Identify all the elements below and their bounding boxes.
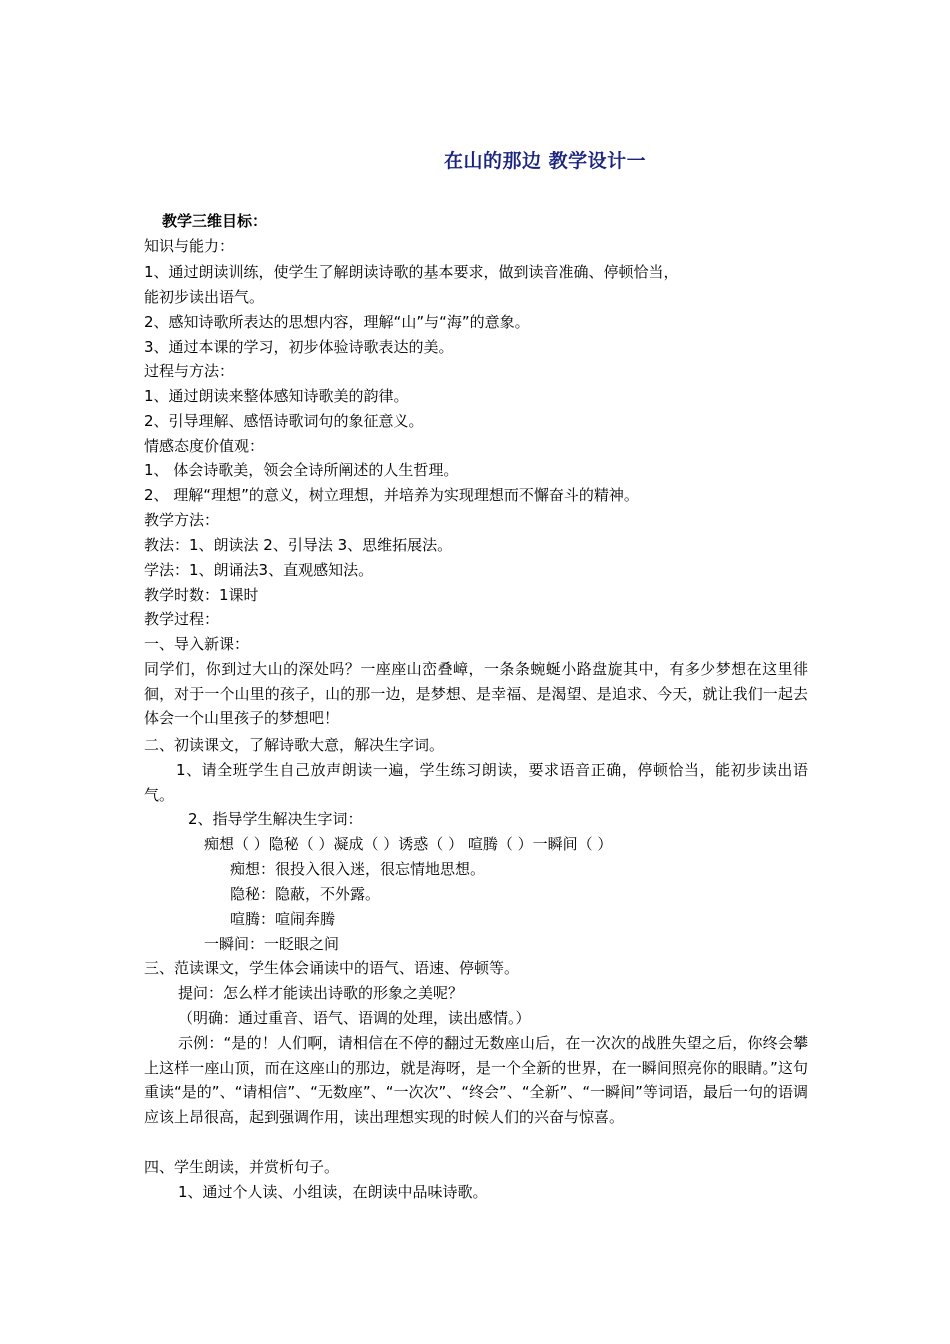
method-heading: 教学方法： bbox=[144, 511, 220, 529]
vocab-definition-3: 喧腾：喧闹奔腾 bbox=[230, 910, 336, 928]
section-2-item-1: 1、请全班学生自己放声朗读一遍，学生练习朗读，要求语音正确，停顿恰当，能初步读出语气。 bbox=[144, 761, 808, 804]
teaching-hours: 教学时数：1课时 bbox=[144, 586, 259, 604]
vocab-definition-1: 痴想：很投入很入迷，很忘情地思想。 bbox=[230, 860, 486, 878]
knowledge-item-3: 3、通过本课的学习，初步体验诗歌表达的美。 bbox=[144, 338, 454, 356]
procedure-heading: 教学过程： bbox=[144, 610, 220, 628]
section-3-example: 示例：“是的！人们啊，请相信在不停的翻过无数座山后，在一次次的战胜失望之后，你终会攀上这样一座山顶，而在这座山的那边，就是海呀，是一个全新的世界，在一瞬间照亮你的眼睛。”这句重读“是的”、“请相信”、“无数座”、“一次次”、“终会”、“全新”、“一瞬间”等词语，最后一句的语调应该上昂很高，起到强调作用，读出理想实现的时候人们的兴奋与惊喜。 bbox=[144, 1034, 808, 1126]
document-title: 在山的那边 教学设计一 bbox=[444, 150, 647, 172]
knowledge-heading: 知识与能力： bbox=[144, 237, 235, 255]
vocab-definition-4: 一瞬间：一眨眼之间 bbox=[204, 935, 340, 953]
teach-method: 教法：1、朗读法 2、引导法 3、思维拓展法。 bbox=[144, 536, 453, 554]
section-3-question: 提问：怎么样才能读出诗歌的形象之美呢？ bbox=[178, 984, 464, 1002]
emotion-item-2: 2、 理解“理想”的意义，树立理想，并培养为实现理想而不懈奋斗的精神。 bbox=[144, 486, 639, 504]
section-2-item-2: 2、指导学生解决生字词： bbox=[188, 810, 363, 828]
vocab-definition-2: 隐秘：隐蔽，不外露。 bbox=[230, 885, 381, 903]
section-3-heading: 三、范读课文，学生体会诵读中的语气、语速、停顿等。 bbox=[144, 959, 520, 977]
vocab-blanks: 痴想（ ）隐秘（ ）凝成（ ）诱惑（ ） 喧腾（ ）一瞬间（ ） bbox=[204, 835, 613, 853]
emotion-item-1: 1、 体会诗歌美，领会全诗所阐述的人生哲理。 bbox=[144, 461, 459, 479]
knowledge-item-1a: 1、通过朗读训练，使学生了解朗读诗歌的基本要求，做到读音准确、停顿恰当， bbox=[144, 263, 679, 281]
section-4-heading: 四、学生朗读，并赏析句子。 bbox=[144, 1158, 340, 1176]
process-item-2: 2、引导理解、感悟诗歌词句的象征意义。 bbox=[144, 412, 424, 430]
process-item-1: 1、通过朗读来整体感知诗歌美的韵律。 bbox=[144, 387, 409, 405]
section-4-item-1: 1、通过个人读、小组读，在朗读中品味诗歌。 bbox=[178, 1183, 488, 1201]
learn-method: 学法：1、朗诵法3、直观感知法。 bbox=[144, 561, 374, 579]
knowledge-item-2: 2、感知诗歌所表达的思想内容，理解“山”与“海”的意象。 bbox=[144, 313, 530, 331]
section-3-answer: （明确：通过重音、语气、语调的处理，读出感情。） bbox=[178, 1009, 531, 1027]
section-2-heading: 二、初读课文，了解诗歌大意，解决生字词。 bbox=[144, 736, 445, 754]
section-1-heading: 一、导入新课： bbox=[144, 635, 250, 653]
process-heading: 过程与方法： bbox=[144, 362, 235, 380]
knowledge-item-1b: 能初步读出语气。 bbox=[144, 288, 265, 306]
emotion-heading: 情感态度价值观： bbox=[144, 437, 265, 455]
section-1-text: 同学们，你到过大山的深处吗？一座座山峦叠嶂，一条条蜿蜒小路盘旋其中，有多少梦想在这里徘徊，对于一个山里的孩子，山的那一边，是梦想、是幸福、是渴望、是追求、今天，就让我们一起去体会一个山里孩子的梦想吧！ bbox=[144, 660, 808, 727]
objectives-heading: 教学三维目标： bbox=[162, 212, 268, 230]
